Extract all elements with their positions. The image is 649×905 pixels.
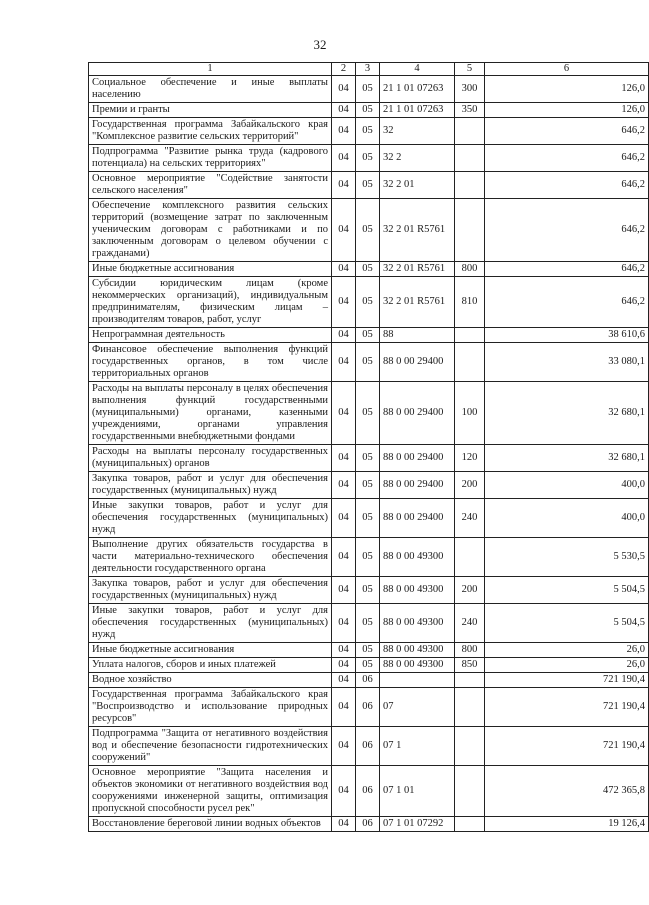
budget-table [88, 62, 649, 832]
cell-pr: 05 [356, 538, 380, 577]
header-cell: 3 [356, 63, 380, 76]
cell-name: Основное мероприятие "Содействие занятости сельского населения" [89, 172, 332, 199]
cell-pr: 06 [356, 817, 380, 832]
cell-rz: 04 [332, 727, 356, 766]
cell-sum: 126,0 [485, 76, 649, 103]
table-row [89, 277, 649, 328]
cell-csr: 32 2 01 R5761 [380, 262, 455, 277]
cell-name: Обеспечение комплексного развития сельских территорий (возмещение затрат по заключенным ученическим договорам с работниками и по заключенным договорам о целевом обучении с гражданами) [89, 199, 332, 262]
cell-csr [380, 673, 455, 688]
table-row [89, 688, 649, 727]
table-row [89, 172, 649, 199]
cell-pr: 05 [356, 445, 380, 472]
cell-name: Водное хозяйство [89, 673, 332, 688]
cell-csr: 88 0 00 49300 [380, 658, 455, 673]
page-number: 32 [313, 37, 327, 52]
cell-vr: 100 [455, 382, 485, 445]
cell-rz: 04 [332, 328, 356, 343]
cell-rz: 04 [332, 445, 356, 472]
cell-pr: 05 [356, 328, 380, 343]
cell-vr: 300 [455, 76, 485, 103]
cell-name: Премии и гранты [89, 103, 332, 118]
cell-pr: 05 [356, 172, 380, 199]
cell-csr: 88 [380, 328, 455, 343]
cell-rz: 04 [332, 343, 356, 382]
cell-csr: 07 1 [380, 727, 455, 766]
cell-name: Основное мероприятие "Защита населения и объектов экономики от негативного воздействия вод сооружениями инженерной защиты, оптимизация пропускной способности русел рек" [89, 766, 332, 817]
cell-vr [455, 172, 485, 199]
cell-csr: 32 2 [380, 145, 455, 172]
cell-pr: 05 [356, 658, 380, 673]
cell-vr: 800 [455, 643, 485, 658]
cell-sum: 646,2 [485, 172, 649, 199]
table-row [89, 727, 649, 766]
cell-rz: 04 [332, 604, 356, 643]
cell-vr [455, 673, 485, 688]
header-cell: 2 [332, 63, 356, 76]
cell-pr: 05 [356, 343, 380, 382]
header-cell: 1 [89, 63, 332, 76]
table-row [89, 817, 649, 832]
cell-rz: 04 [332, 538, 356, 577]
cell-name: Расходы на выплаты персоналу в целях обеспечения выполнения функций государственными (муниципальными) органами, казенными учреждениями, органами управления государственными внебюджетными фондами [89, 382, 332, 445]
cell-vr [455, 343, 485, 382]
cell-name: Расходы на выплаты персоналу государственных (муниципальных) органов [89, 445, 332, 472]
cell-vr: 200 [455, 472, 485, 499]
cell-sum: 32 680,1 [485, 445, 649, 472]
cell-rz: 04 [332, 76, 356, 103]
cell-csr: 88 0 00 29400 [380, 499, 455, 538]
cell-name: Иные закупки товаров, работ и услуг для обеспечения государственных (муниципальных) нужд [89, 604, 332, 643]
cell-pr: 05 [356, 472, 380, 499]
header-cell: 4 [380, 63, 455, 76]
table-row [89, 145, 649, 172]
cell-vr: 120 [455, 445, 485, 472]
table-row [89, 199, 649, 262]
cell-sum: 472 365,8 [485, 766, 649, 817]
cell-vr [455, 118, 485, 145]
cell-vr: 240 [455, 604, 485, 643]
cell-sum: 38 610,6 [485, 328, 649, 343]
cell-vr: 800 [455, 262, 485, 277]
cell-csr: 88 0 00 49300 [380, 643, 455, 658]
table-row [89, 499, 649, 538]
cell-csr: 32 [380, 118, 455, 145]
cell-sum: 19 126,4 [485, 817, 649, 832]
cell-rz: 04 [332, 382, 356, 445]
cell-rz: 04 [332, 673, 356, 688]
table-row [89, 577, 649, 604]
cell-pr: 05 [356, 199, 380, 262]
table-row [89, 445, 649, 472]
cell-csr: 88 0 00 49300 [380, 538, 455, 577]
table-row [89, 118, 649, 145]
cell-rz: 04 [332, 643, 356, 658]
cell-rz: 04 [332, 472, 356, 499]
table-row [89, 604, 649, 643]
cell-csr: 21 1 01 07263 [380, 76, 455, 103]
cell-name: Социальное обеспечение и иные выплаты населению [89, 76, 332, 103]
table-row [89, 658, 649, 673]
cell-sum: 646,2 [485, 262, 649, 277]
table-row [89, 76, 649, 103]
cell-sum: 26,0 [485, 643, 649, 658]
cell-name: Закупка товаров, работ и услуг для обеспечения государственных (муниципальных) нужд [89, 472, 332, 499]
cell-csr: 07 1 01 [380, 766, 455, 817]
cell-sum: 26,0 [485, 658, 649, 673]
cell-sum: 400,0 [485, 499, 649, 538]
cell-name: Подпрограмма "Развитие рынка труда (кадрового потенциала) на сельских территориях" [89, 145, 332, 172]
table-row [89, 472, 649, 499]
header-cell: 5 [455, 63, 485, 76]
cell-name: Подпрограмма "Защита от негативного воздействия вод и обеспечение безопасности гидротехнических сооружений" [89, 727, 332, 766]
cell-csr: 88 0 00 29400 [380, 343, 455, 382]
cell-csr: 21 1 01 07263 [380, 103, 455, 118]
cell-name: Восстановление береговой линии водных объектов [89, 817, 332, 832]
cell-pr: 05 [356, 604, 380, 643]
cell-pr: 06 [356, 688, 380, 727]
cell-pr: 06 [356, 673, 380, 688]
table-row [89, 343, 649, 382]
cell-rz: 04 [332, 199, 356, 262]
cell-pr: 05 [356, 499, 380, 538]
cell-vr [455, 727, 485, 766]
cell-csr: 88 0 00 49300 [380, 577, 455, 604]
cell-name: Закупка товаров, работ и услуг для обеспечения государственных (муниципальных) нужд [89, 577, 332, 604]
cell-pr: 06 [356, 727, 380, 766]
cell-vr: 810 [455, 277, 485, 328]
cell-sum: 5 504,5 [485, 604, 649, 643]
table-row [89, 262, 649, 277]
cell-vr [455, 688, 485, 727]
table-row [89, 103, 649, 118]
cell-vr [455, 328, 485, 343]
cell-csr: 88 0 00 29400 [380, 382, 455, 445]
table-row [89, 673, 649, 688]
cell-name: Иные закупки товаров, работ и услуг для обеспечения государственных (муниципальных) нужд [89, 499, 332, 538]
cell-rz: 04 [332, 499, 356, 538]
cell-sum: 646,2 [485, 145, 649, 172]
cell-sum: 721 190,4 [485, 688, 649, 727]
cell-rz: 04 [332, 145, 356, 172]
cell-vr: 850 [455, 658, 485, 673]
cell-rz: 04 [332, 118, 356, 145]
cell-vr: 240 [455, 499, 485, 538]
cell-sum: 32 680,1 [485, 382, 649, 445]
table-row [89, 328, 649, 343]
cell-pr: 05 [356, 277, 380, 328]
cell-sum: 646,2 [485, 199, 649, 262]
cell-pr: 05 [356, 76, 380, 103]
cell-name: Иные бюджетные ассигнования [89, 643, 332, 658]
cell-sum: 33 080,1 [485, 343, 649, 382]
cell-pr: 05 [356, 262, 380, 277]
cell-csr: 88 0 00 49300 [380, 604, 455, 643]
cell-name: Непрограммная деятельность [89, 328, 332, 343]
cell-rz: 04 [332, 103, 356, 118]
cell-csr: 32 2 01 R5761 [380, 199, 455, 262]
cell-name: Уплата налогов, сборов и иных платежей [89, 658, 332, 673]
cell-pr: 05 [356, 118, 380, 145]
table-row [89, 538, 649, 577]
cell-csr: 32 2 01 [380, 172, 455, 199]
cell-name: Финансовое обеспечение выполнения функций государственных органов, в том числе территориальных органов [89, 343, 332, 382]
header-cell: 6 [485, 63, 649, 76]
cell-sum: 5 504,5 [485, 577, 649, 604]
cell-rz: 04 [332, 688, 356, 727]
cell-vr [455, 766, 485, 817]
cell-name: Выполнение других обязательств государства в части материально-технического обеспечения деятельности государственного органа [89, 538, 332, 577]
cell-vr [455, 817, 485, 832]
cell-name: Иные бюджетные ассигнования [89, 262, 332, 277]
cell-name: Государственная программа Забайкальского края "Комплексное развитие сельских территорий" [89, 118, 332, 145]
cell-pr: 05 [356, 577, 380, 604]
cell-sum: 5 530,5 [485, 538, 649, 577]
cell-vr [455, 199, 485, 262]
cell-pr: 06 [356, 766, 380, 817]
cell-sum: 646,2 [485, 277, 649, 328]
cell-pr: 05 [356, 103, 380, 118]
table-row [89, 766, 649, 817]
cell-sum: 721 190,4 [485, 727, 649, 766]
cell-csr: 07 1 01 07292 [380, 817, 455, 832]
cell-csr: 32 2 01 R5761 [380, 277, 455, 328]
cell-rz: 04 [332, 277, 356, 328]
cell-rz: 04 [332, 577, 356, 604]
table-row [89, 643, 649, 658]
cell-rz: 04 [332, 172, 356, 199]
cell-rz: 04 [332, 817, 356, 832]
cell-rz: 04 [332, 658, 356, 673]
cell-name: Государственная программа Забайкальского края "Воспроизводство и использование природных ресурсов" [89, 688, 332, 727]
cell-pr: 05 [356, 382, 380, 445]
cell-vr: 350 [455, 103, 485, 118]
header-row [89, 63, 649, 76]
cell-vr [455, 145, 485, 172]
table-row [89, 382, 649, 445]
cell-vr: 200 [455, 577, 485, 604]
cell-csr: 88 0 00 29400 [380, 445, 455, 472]
cell-rz: 04 [332, 262, 356, 277]
cell-vr [455, 538, 485, 577]
cell-rz: 04 [332, 766, 356, 817]
cell-sum: 721 190,4 [485, 673, 649, 688]
cell-name: Субсидии юридическим лицам (кроме некоммерческих организаций), индивидуальным предпринимателям, физическим лицам – производителям товаров, работ, услуг [89, 277, 332, 328]
cell-csr: 07 [380, 688, 455, 727]
cell-pr: 05 [356, 145, 380, 172]
cell-sum: 126,0 [485, 103, 649, 118]
cell-pr: 05 [356, 643, 380, 658]
cell-sum: 400,0 [485, 472, 649, 499]
cell-sum: 646,2 [485, 118, 649, 145]
cell-csr: 88 0 00 29400 [380, 472, 455, 499]
